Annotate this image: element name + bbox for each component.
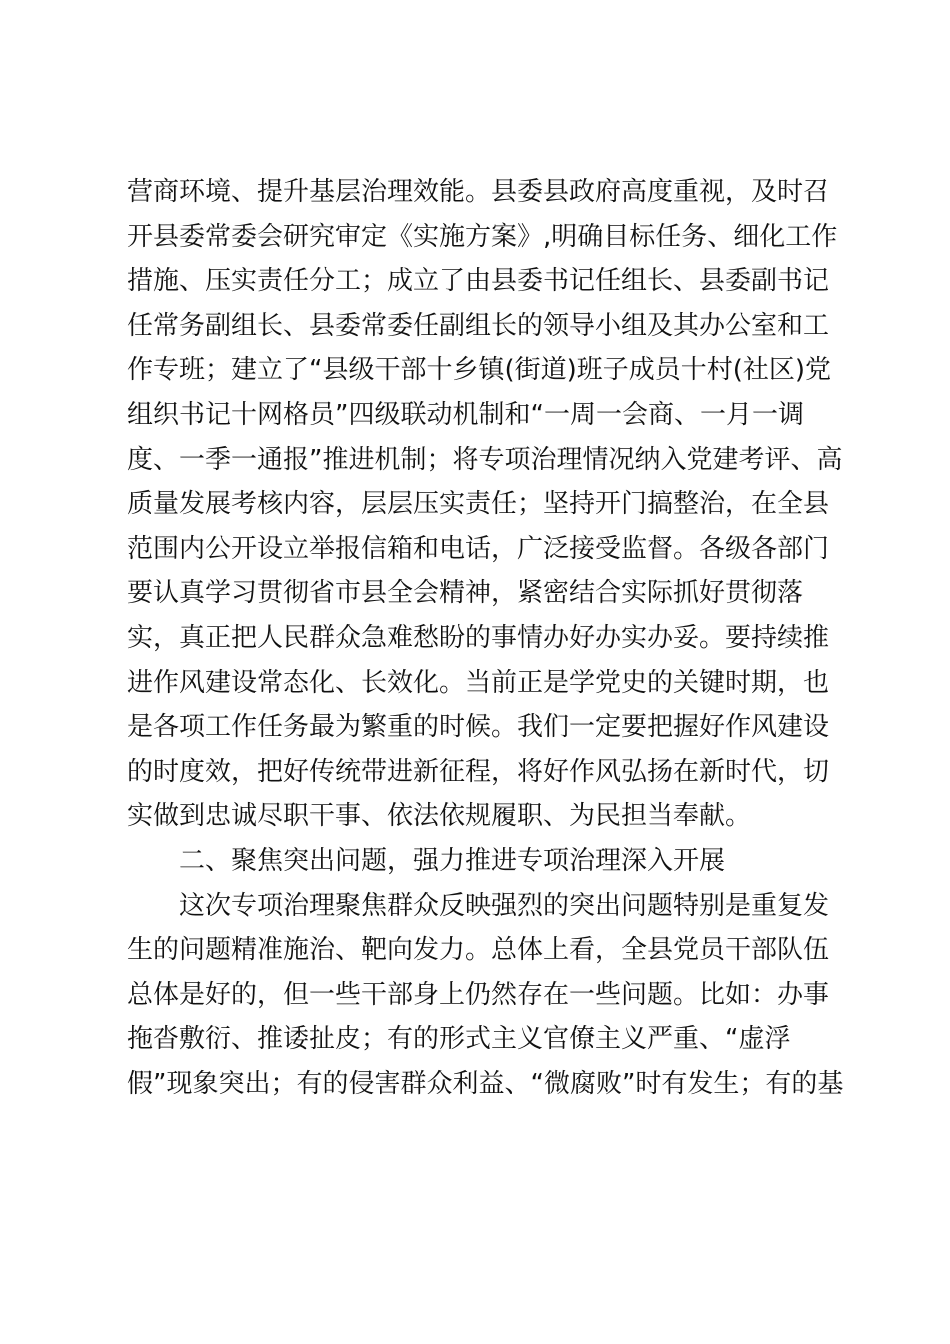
text-line: 实做到忠诚尽职干事、依法依规履职、为民担当奉献。 (127, 801, 752, 832)
document-body (127, 170, 847, 1106)
text-line: 进作风建设常态化、长效化。当前正是学党史的关键时期，也 (127, 667, 830, 698)
text-line: 假”现象突出；有的侵害群众利益、“微腐败”时有发生；有的基 (127, 1068, 844, 1099)
paragraph-1 (127, 170, 847, 839)
text-line: 拖沓敷衍、推诿扯皮；有的形式主义官僚主义严重、“虚浮 (127, 1024, 791, 1055)
text-line: 的时度效，把好传统带进新征程，将好作风弘扬在新时代，切 (127, 756, 830, 787)
text-line: 实，真正把人民群众急难愁盼的事情办好办实办妥。要持续推 (127, 622, 830, 653)
text-line: 度、一季一通报”推进机制；将专项治理情况纳入党建考评、高 (127, 444, 843, 475)
text-line: 营商环境、提升基层治理效能。县委县政府高度重视，及时召 (127, 177, 830, 207)
text-line: 范围内公开设立举报信箱和电话，广泛接受监督。各级各部门 (127, 533, 830, 564)
section-heading: 二、聚焦突出问题，强力推进专项治理深入开展 (179, 845, 726, 876)
text-line: 是各项工作任务最为繁重的时候。我们一定要把握好作风建设 (127, 712, 830, 743)
text-line: 措施、压实责任分工；成立了由县委书记任组长、县委副书记 (127, 266, 830, 297)
text-line: 这次专项治理聚焦群众反映强烈的突出问题特别是重复发 (179, 890, 830, 921)
text-line: 总体是好的，但一些干部身上仍然存在一些问题。比如：办事 (127, 979, 830, 1010)
paragraph-2 (127, 884, 847, 1107)
text-line: 任常务副组长、县委常委任副组长的领导小组及其办公室和工 (127, 310, 830, 341)
text-line: 开县委常委会研究审定《实施方案》,明确目标任务、细化工作 (127, 221, 838, 252)
text-line: 作专班；建立了“县级干部十乡镇(街道)班子成员十村(社区)党 (127, 355, 832, 386)
text-line: 质量发展考核内容，层层压实责任；坚持开门搞整治，在全县 (127, 489, 830, 520)
text-line: 生的问题精准施治、靶向发力。总体上看，全县党员干部队伍 (127, 935, 830, 966)
text-line: 要认真学习贯彻省市县全会精神，紧密结合实际抓好贯彻落 (127, 578, 804, 609)
text-line: 组织书记十网格员”四级联动机制和“一周一会商、一月一调 (127, 399, 804, 430)
